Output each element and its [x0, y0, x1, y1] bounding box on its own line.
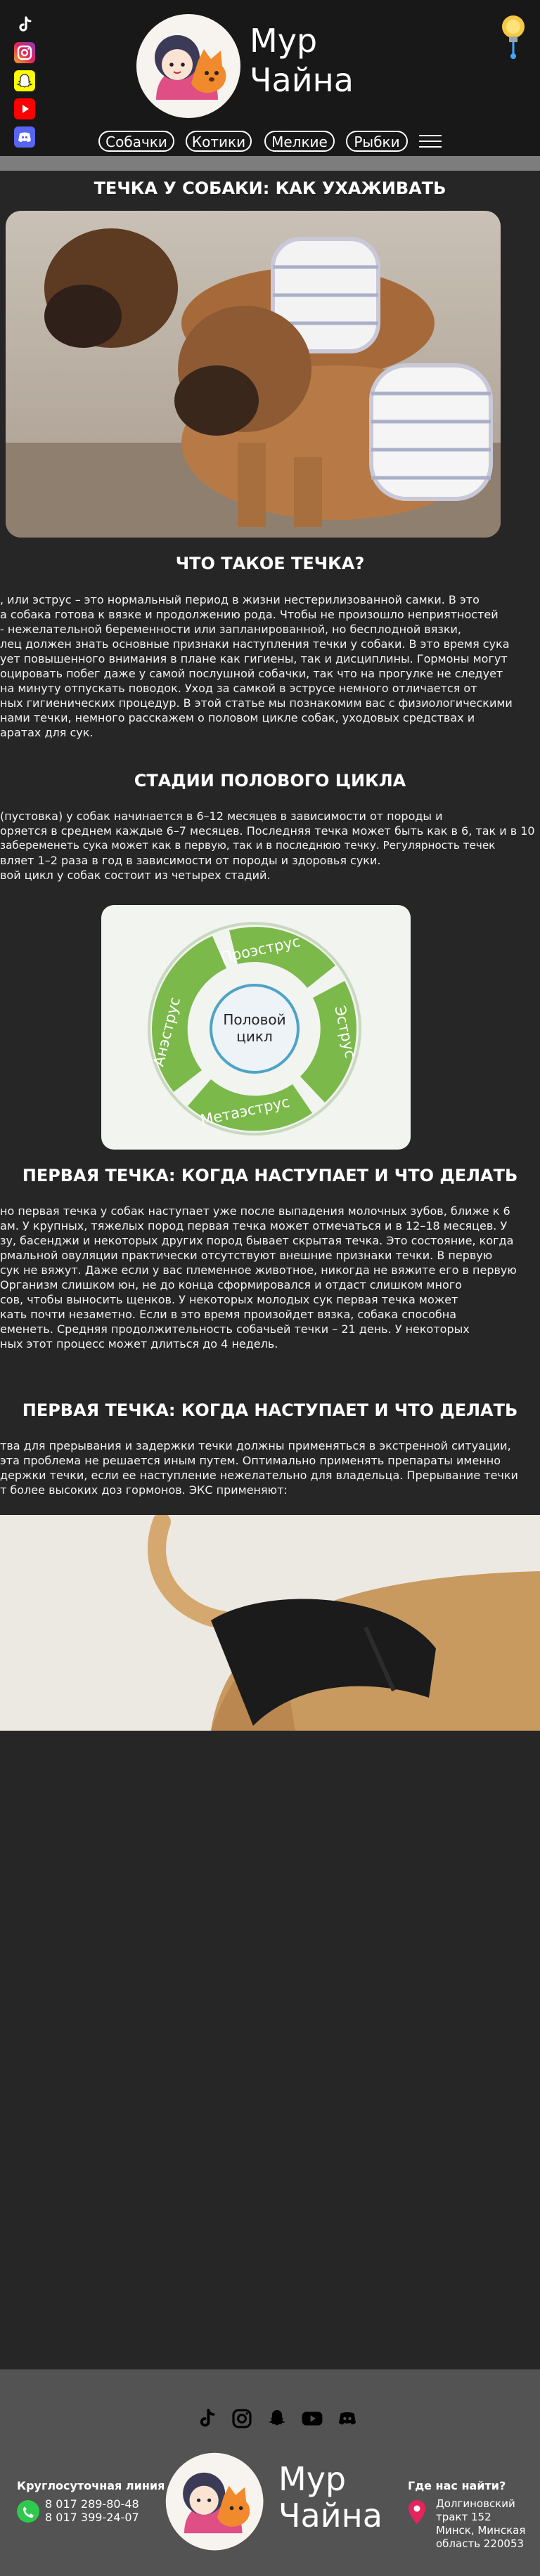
section-first-heat-title: ПЕРВАЯ ТЕЧКА: КОГДА НАСТУПАЕТ И ЧТО ДЕЛАТЬ [22, 1166, 518, 1185]
snapchat-icon[interactable] [14, 70, 35, 91]
section-first-heat-text [0, 1204, 540, 1351]
section-what-is-heat-title: ЧТО ТАКОЕ ТЕЧКА? [175, 554, 365, 573]
text-line: зу, басенджи и некоторых других пород бывает скрытая течка. Это состояние, когда [0, 1234, 514, 1247]
header-divider [0, 156, 540, 171]
tiktok-icon[interactable] [14, 14, 35, 35]
section-heat-control-text [0, 1438, 540, 1497]
text-line: вой цикл у собак состоит из четырех стадий. [0, 869, 271, 882]
tiktok-icon[interactable] [194, 2406, 219, 2431]
text-line: оряется в среднем каждые 6–7 месяцев. Последняя течка может быть как в 6, так и в 10 [0, 824, 535, 838]
cycle-diagram [101, 905, 411, 1150]
snapchat-icon[interactable] [264, 2406, 290, 2431]
text-line: т более высоких доз гормонов. ЭКС применяют: [0, 1483, 288, 1497]
site-logo[interactable] [134, 14, 415, 119]
cycle-stage-proestrus: Проэструс [219, 932, 302, 966]
text-line: оцировать побег даже у самой послушной собачки, так что на прогулке не следует [0, 667, 503, 680]
address-line: Долгиновский [436, 2497, 515, 2510]
text-line: ам. У крупных, тяжелых пород первая течка может отмечаться и в 12–18 месяцев. У [0, 1219, 508, 1232]
text-line: вляет 1–2 раза в год в зависимости от породы и здоровья суки. [0, 854, 381, 867]
phone-icon [17, 2500, 39, 2523]
address-line: тракт 152 [436, 2511, 491, 2523]
text-line-tail: Регулярность течек [382, 839, 496, 852]
site-footer [0, 2369, 540, 2576]
header-social-links [14, 14, 37, 155]
text-line: сук не вяжут. Даже если у вас племенное животное, никогда не вяжите его в первую [0, 1263, 517, 1277]
text-line: тва для прерывания и задержки течки должны применяться в экстренной ситуации, [0, 1439, 511, 1452]
phone-number-2[interactable]: 8 017 399-24-07 [45, 2511, 139, 2524]
text-line: , или эструс – это нормальный период в жизни нестерилизованной самки. В это [0, 593, 480, 606]
text-line: но первая течка у собак наступает уже после выпадения молочных зубов, ближе к 6 [0, 1204, 510, 1218]
text-line: еменеть. Средняя продолжительность собачьей течки – 21 день. У некоторых [0, 1322, 470, 1336]
nav-small-pets[interactable]: Мелкие [264, 131, 335, 152]
footer-logo-line-2: Чайна [278, 2497, 382, 2535]
logo-text [250, 21, 354, 100]
cycle-stage-anestrus: Анэструс [150, 995, 184, 1069]
text-line: ных гигиенических процедур. В этой статье мы познакомим вас с физиологическими [0, 696, 513, 710]
discord-icon[interactable] [335, 2406, 360, 2431]
text-line: лец должен знать основные признаки наступления течки у собаки. В это время сука [0, 637, 510, 651]
footer-logo-mascot [163, 2450, 269, 2555]
cycle-stage-estrus: Эструс [331, 1004, 359, 1060]
logo-line-1: Мур [250, 22, 318, 60]
dog-diaper-closeup-photo [0, 1515, 540, 1731]
text-line: аратах для сук. [0, 726, 94, 739]
section-cycle-stages-title: СТАДИИ ПОЛОВОГО ЦИКЛА [134, 771, 406, 791]
instagram-icon[interactable] [229, 2406, 255, 2431]
text-line: ных этот процесс может длиться до 4 недель. [0, 1337, 278, 1351]
discord-icon[interactable] [14, 126, 35, 148]
text-line: ует повышенного внимания в плане как гигиены, так и дисциплины. Гормоны могут [0, 652, 508, 665]
text-line: сов, чтобы выносить щенков. У некоторых молодых сук первая течка может [0, 1293, 458, 1306]
footer-logo-line-1: Мур [278, 2460, 347, 2498]
text-line: на минуту отпускать поводок. Уход за самкой в эструсе немного отличается от [0, 682, 477, 695]
location-pin-icon [408, 2500, 426, 2524]
instagram-icon[interactable] [14, 42, 35, 63]
text-line: Организм слишком юн, не до конца сформировался и отдаст слишком много [0, 1278, 462, 1292]
address-line: область 220053 [436, 2537, 525, 2550]
address-title: Где нас найти? [408, 2479, 506, 2492]
youtube-icon[interactable] [300, 2406, 325, 2431]
cycle-stage-metaestrus: Метаэструс [199, 1093, 292, 1129]
text-line: кать почти незаметно. Если в это время произойдет вязка, собака способна [0, 1308, 456, 1321]
article-title: ТЕЧКА У СОБАКИ: КАК УХАЖИВАТЬ [94, 178, 446, 198]
cycle-center-label: Половой [223, 1011, 286, 1028]
dogs-in-diapers-photo [6, 211, 501, 538]
footer-logo-text [278, 2461, 382, 2534]
section-cycle-stages-text [0, 809, 540, 883]
logo-line-2: Чайна [250, 61, 354, 99]
youtube-icon[interactable] [14, 98, 35, 119]
text-line: - нежелательной беременности или запланированной, но бесплодной вязки, [0, 623, 462, 636]
text-line: а собака готова к вязке и продолжению рода. Чтобы не произошло неприятностей [0, 608, 499, 621]
nav-fish[interactable]: Рыбки [346, 131, 408, 152]
text-line: забеременеть сука может как в первую, так и в последнюю течку. Регулярность течек [0, 839, 496, 852]
address-text [436, 2497, 525, 2551]
text-line: нами течки, немного расскажем о половом цикле собак, уходовых средствах и [0, 711, 475, 724]
hotline-title: Круглосуточная линия [17, 2479, 165, 2492]
menu-burger-icon[interactable] [419, 131, 442, 152]
theme-toggle-bulb-icon[interactable] [499, 13, 527, 62]
section-heat-control-title: ПЕРВАЯ ТЕЧКА: КОГДА НАСТУПАЕТ И ЧТО ДЕЛАТЬ [22, 1400, 518, 1420]
text-line: эта проблема не решается иным путем. Оптимально применять препараты именно [0, 1454, 501, 1467]
address-line: Минск, Минская [436, 2524, 526, 2537]
text-line: рмальной овуляции практически отсутствуют внешние признаки течки. В первую [0, 1249, 493, 1262]
phone-number-1[interactable]: 8 017 289-80-48 [45, 2497, 139, 2511]
text-line: держки течки, если ее наступление нежелательно для владельца. Прерывание течки [0, 1469, 518, 1482]
text-line: (пустовка) у собак начинается в 6–12 месяцев в зависимости от породы и [0, 809, 443, 823]
nav-dogs[interactable]: Собачки [98, 131, 174, 152]
logo-mascot [134, 14, 246, 119]
cycle-center-label-2: цикл [236, 1028, 273, 1045]
nav-cats[interactable]: Котики [186, 131, 252, 152]
section-what-is-heat-text [0, 592, 540, 740]
site-header [0, 0, 540, 156]
